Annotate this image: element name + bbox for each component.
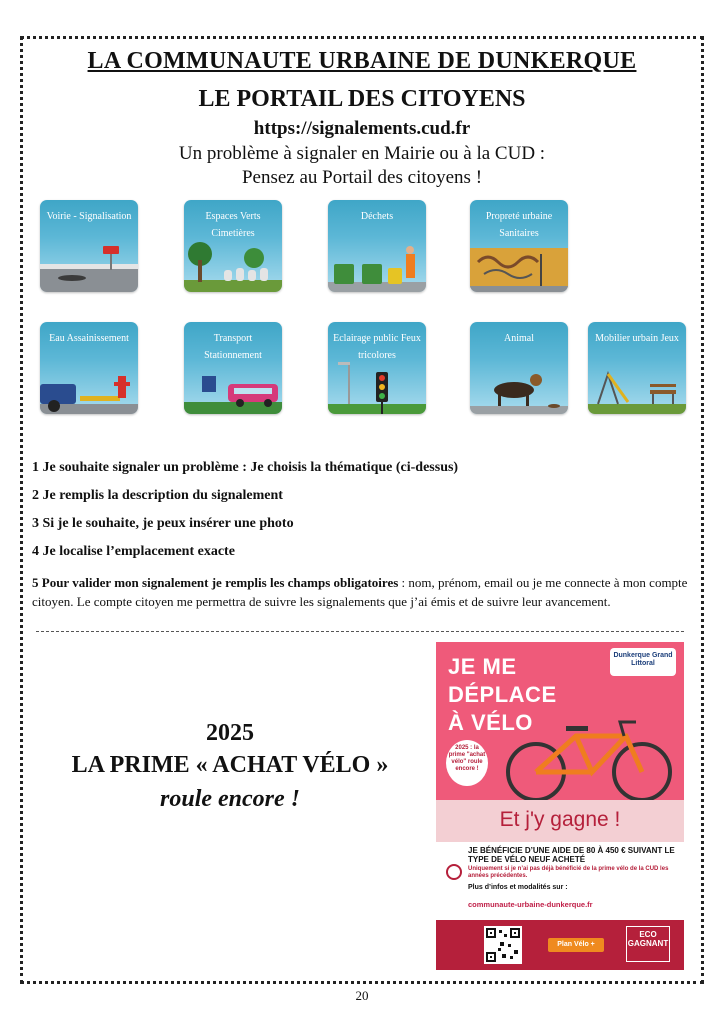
step-5 <box>32 573 692 611</box>
prime-year: 2025 <box>206 720 254 746</box>
poster-gagne: Et j'y gagne ! <box>499 808 621 831</box>
step-4: 4 Je localise l’emplacement exacte <box>32 544 235 559</box>
prime-title: LA PRIME « ACHAT VÉLO » <box>71 752 389 778</box>
waste-bins-icon <box>328 240 426 292</box>
bicycle-icon <box>496 714 682 804</box>
prime-subtitle: roule encore ! <box>160 786 300 812</box>
traffic-light-icon <box>328 362 426 414</box>
poster-line-3: À VÉLO <box>448 710 533 735</box>
tile-mobilier[interactable] <box>588 322 686 414</box>
logo-text: Dunkerque Grand Littoral <box>613 652 673 667</box>
tile-voirie[interactable] <box>40 200 138 292</box>
poster-aide: JE BÉNÉFICIE D’UNE AIDE DE 80 À 450 € SUIVANT LE TYPE DE VÉLO NEUF ACHETÉ <box>468 846 675 864</box>
tile-espaces-verts[interactable] <box>184 200 282 292</box>
bubble-text: 2025 : la prime "achat vélo" roule encore ! <box>448 745 486 772</box>
step-3: 3 Si je le souhaite, je peux insérer une photo <box>32 516 294 531</box>
poster-site[interactable]: communaute-urbaine-dunkerque.fr <box>468 900 593 909</box>
intro-line-1: Un problème à signaler en Mairie ou à la CUD : <box>178 143 546 164</box>
dog-icon <box>470 362 568 414</box>
step-5-bold: 5 Pour valider mon signalement je remplis les champs obligatoires <box>32 575 399 590</box>
tile-dechets[interactable] <box>328 200 426 292</box>
step-1: 1 Je souhaite signaler un problème : Je choisis la thématique (ci-dessus) <box>32 460 459 475</box>
tile-label: Propreté urbaine Sanitaires <box>485 211 553 239</box>
tile-label: Eclairage public Feux tricolores <box>333 333 421 361</box>
portal-url[interactable]: https://signalements.cud.fr <box>253 118 471 139</box>
playground-icon <box>588 362 686 414</box>
step-5-rest: : nom, prénom, email ou je me connecte à mon compte citoyen. Le compte citoyen me permettra de suivre les signalements que j’ai émis et de suivre leur avancement. <box>32 575 688 609</box>
graffiti-wall-icon <box>470 240 568 292</box>
pin-icon <box>446 864 462 880</box>
tile-eclairage[interactable] <box>328 322 426 414</box>
tile-animal[interactable] <box>470 322 568 414</box>
tile-label: Espaces Verts Cimetières <box>205 211 261 239</box>
poster-line-1: JE ME <box>448 654 517 679</box>
road-illustration-icon <box>40 240 138 292</box>
tile-label: Voirie - Signalisation <box>46 211 132 222</box>
page-subtitle: LE PORTAIL DES CITOYENS <box>198 86 526 112</box>
tile-transport[interactable] <box>184 322 282 414</box>
poster-condition: Uniquement si je n’ai pas déjà bénéficié de la prime vélo de la CUD les années précédentes. <box>468 866 669 879</box>
bike-poster <box>436 642 684 970</box>
qr-code-icon[interactable] <box>484 926 522 964</box>
poster-line-2: DÉPLACE <box>448 682 557 707</box>
tile-label: Déchets <box>360 211 394 222</box>
poster-infos: Plus d’infos et modalités sur : <box>468 884 568 891</box>
page-title: LA COMMUNAUTE URBAINE DE DUNKERQUE <box>87 48 637 74</box>
tile-proprete[interactable] <box>470 200 568 292</box>
trees-graves-icon <box>184 240 282 292</box>
page-number: 20 <box>355 988 369 1003</box>
tile-label: Animal <box>504 333 534 344</box>
water-truck-icon <box>40 362 138 414</box>
tile-label: Eau Assainissement <box>49 333 129 344</box>
plan-velo-badge: Plan Vélo + <box>548 938 604 952</box>
tile-eau[interactable] <box>40 322 138 414</box>
intro-line-2: Pensez au Portail des citoyens ! <box>241 167 483 188</box>
bus-parking-icon <box>184 362 282 414</box>
section-divider <box>36 631 684 632</box>
step-2: 2 Je remplis la description du signalement <box>32 488 283 503</box>
tile-label: Mobilier urbain Jeux <box>595 333 679 344</box>
eco-gagnant-logo: ECO GAGNANT <box>626 926 670 962</box>
tile-label: Transport Stationnement <box>204 333 262 361</box>
